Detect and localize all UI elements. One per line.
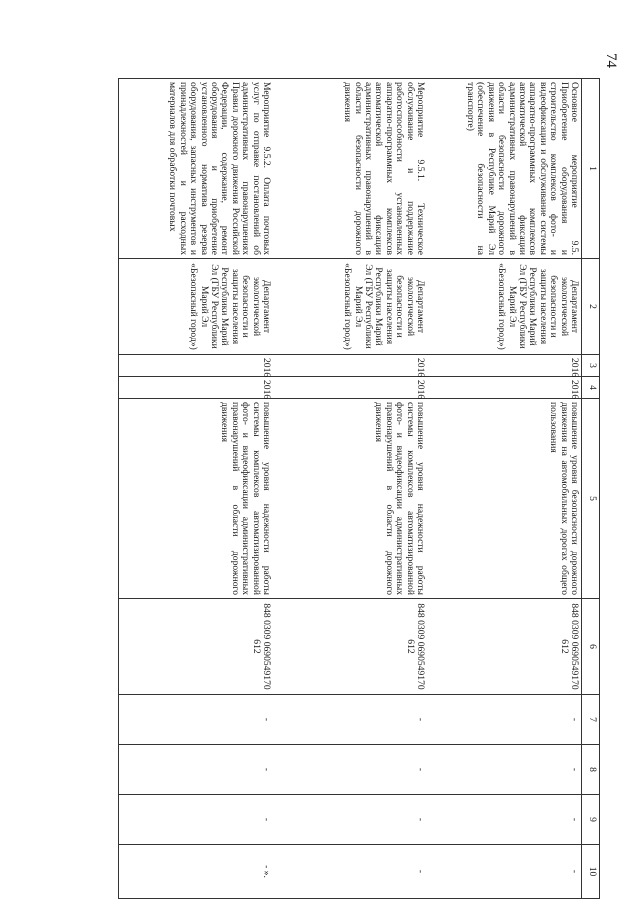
executor-cell: Департамент экологической безопасности и защиты населения Республики Марий Эл (ГБУ Республики Марий Эл «Безопасный город») [273,259,427,355]
value-cell: - [119,695,274,745]
header-cell: 4 [582,377,600,399]
header-cell: 3 [582,355,600,377]
value-cell: - [427,695,582,745]
measure-name-cell: Мероприятие 9.5.1. Техническое обслуживание и поддержание работоспособности установленных аппаратно-программных комплексов автоматической фиксации административных правонарушений в области безопасности дорожного движения [273,79,427,259]
budget-code-cell: 848 0309 0690549170 612 [427,599,582,695]
header-cell: 5 [582,399,600,599]
expected-result-cell: повышение уровня безопасности дорожного движения на автомобильных дорогах общего пользования [427,399,582,599]
value-cell: - [273,795,427,845]
table-row [119,79,274,899]
start-year-cell: 2016 [119,355,274,377]
table-row [273,79,427,899]
measure-name-cell: Основное мероприятие 9.5. Приобретение оборудования и строительство комплексов фото- и видеофиксации и обслуживание системы аппаратно-программных комплексов автоматической фиксации административных правонарушений в области безопасности дорожного движения в Республике Марий Эл (обеспечение безопасности на транспорте) [427,79,582,259]
header-row [582,79,600,899]
start-year-cell: 2016 [273,355,427,377]
header-cell: 2 [582,259,600,355]
value-cell: - [273,695,427,745]
expected-result-cell: повышение уровня надежности работы системы комплексов автоматизированной фото- и видеофиксации административных правонарушений в области дорожного движения [273,399,427,599]
end-year-cell: 2016 [273,377,427,399]
value-cell: - [427,795,582,845]
value-cell: - [119,745,274,795]
executor-cell: Департамент экологической безопасности и защиты населения Республики Марий Эл (ГБУ Республики Марий Эл «Безопасный город») [427,259,582,355]
header-cell: 10 [582,845,600,899]
header-cell: 1 [582,79,600,259]
measures-table [118,78,600,899]
budget-code-cell: 848 0309 0690549170 612 [273,599,427,695]
end-year-cell: 2016 [427,377,582,399]
value-cell: - [273,845,427,899]
start-year-cell: 2016 [427,355,582,377]
expected-result-cell: повышение уровня надежности работы системы комплексов автоматизированной фото- и видеофиксации административных правонарушений в области дорожного движения [119,399,274,599]
header-cell: 6 [582,599,600,695]
executor-cell: Департамент экологической безопасности и защиты населения Республики Марий Эл (ГБУ Республики Марий Эл «Безопасный город») [119,259,274,355]
value-cell: - [119,795,274,845]
header-cell: 9 [582,795,600,845]
header-cell: 8 [582,745,600,795]
value-cell: - ». [119,845,274,899]
budget-code-cell: 848 0309 0690549170 612 [119,599,274,695]
page-number: 74 [603,53,619,68]
rotated-table-container [130,78,600,898]
measure-name-cell: Мероприятие 9.5.2. Оплата почтовых услуг по отправке постановлений об административных правонарушениях Правил дорожного движения Российской Федерации, содержание, ремонт оборудования и приобретение установленного норматива резерва оборудования, запасных инструментов и принадлежностей и расходных материалов для обработки почтовых [119,79,274,259]
header-cell: 7 [582,695,600,745]
value-cell: - [427,745,582,795]
value-cell: - [427,845,582,899]
value-cell: - [273,745,427,795]
end-year-cell: 2016 [119,377,274,399]
table-row [427,79,582,899]
